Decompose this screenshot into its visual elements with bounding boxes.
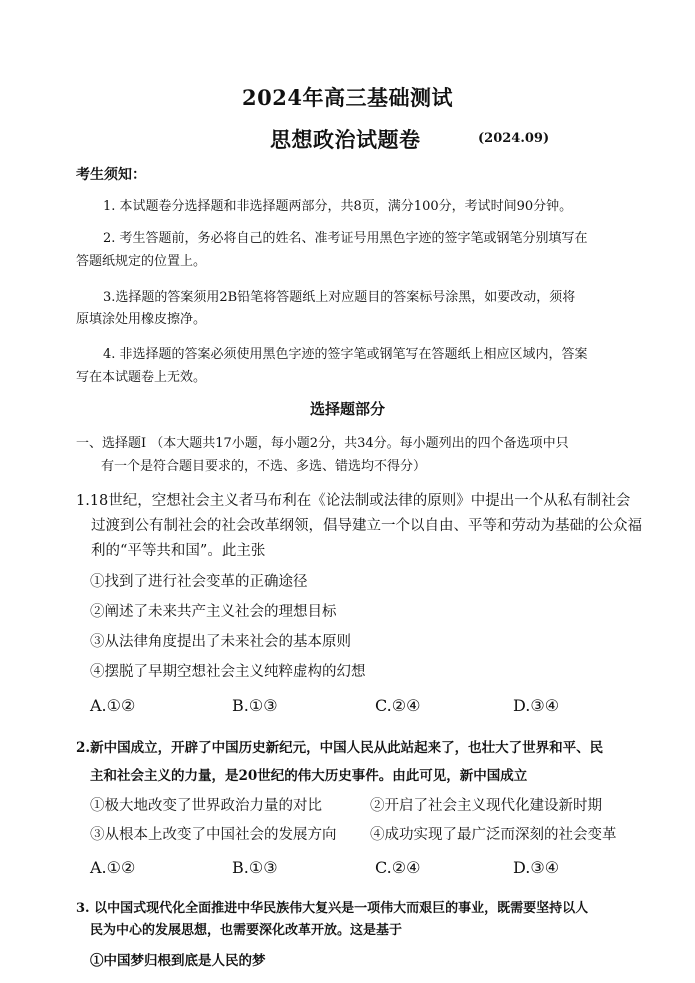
q2-option-c: C.②④ (375, 858, 421, 877)
q1-item-1: ①找到了进行社会变革的正确途径 (90, 574, 308, 590)
section-instructions-line-2: 有一个是符合题目要求的，不选、多选、错选均不得分） (101, 459, 427, 474)
q2-item-3: ③从根本上改变了中国社会的发展方向 (90, 827, 337, 843)
q1-item-3: ③从法律角度提出了未来社会的基本原则 (90, 634, 351, 650)
q1-stem-line-1: 1.18世纪，空想社会主义者马布利在《论法制或法律的原则》中提出一个从私有制社会 (76, 493, 631, 509)
q1-option-a: A.①② (90, 696, 136, 715)
section-title: 选择题部分 (309, 400, 385, 418)
q1-stem-line-3: 利的“平等共和国”。此主张 (91, 543, 266, 559)
q2-option-b: B.①③ (232, 858, 278, 877)
notice-item-4-line-1: 4. 非选择题的答案必须使用黑色字迹的签字笔或钢笔写在答题纸上相应区域内，答案 (103, 347, 588, 362)
q3-stem-line-1: 3. 以中国式现代化全面推进中华民族伟大复兴是一项伟大而艰巨的事业，既需要坚持以人 (76, 901, 589, 916)
q1-item-2: ②阐述了未来共产主义社会的理想目标 (90, 604, 337, 620)
q2-item-1: ①极大地改变了世界政治力量的对比 (90, 798, 322, 814)
exam-subject-title: 思想政治试题卷 (270, 127, 421, 152)
q1-stem-line-2: 过渡到公有制社会的社会改革纲领，倡导建立一个以自由、平等和劳动为基础的公众福 (91, 518, 642, 534)
q2-item-4: ④成功实现了最广泛而深刻的社会变革 (370, 827, 617, 843)
q2-option-d: D.③④ (513, 858, 560, 877)
q1-item-4: ④摆脱了早期空想社会主义纯粹虚构的幻想 (90, 664, 366, 680)
q3-stem-line-2: 民为中心的发展思想，也需要深化改革开放。这是基于 (90, 923, 403, 938)
notice-item-4-line-2: 写在本试题卷上无效。 (76, 370, 207, 385)
notice-item-2-line-2: 答题纸规定的位置上。 (76, 254, 207, 269)
exam-date: (2024.09) (478, 131, 550, 146)
notice-item-3-line-1: 3.选择题的答案须用2B铅笔将答题纸上对应题目的答案标号涂黑，如要改动，须将 (103, 290, 576, 305)
notice-item-3-line-2: 原填涂处用橡皮擦净。 (76, 312, 207, 327)
section-instructions-line-1: 一、选择题Ⅰ （本大题共17小题，每小题2分，共34分。每小题列出的四个备选项中只 (76, 436, 569, 451)
q2-stem-line-1: 2.新中国成立，开辟了中国历史新纪元，中国人民从此站起来了，也壮大了世界和平、民 (76, 740, 604, 756)
exam-title: 2024年高三基础测试 (242, 85, 453, 110)
q2-item-2: ②开启了社会主义现代化建设新时期 (370, 798, 602, 814)
q2-option-a: A.①② (90, 858, 136, 877)
q1-option-c: C.②④ (375, 696, 421, 715)
q1-option-b: B.①③ (232, 696, 278, 715)
q2-stem-line-2: 主和社会主义的力量，是20世纪的伟大历史事件。由此可见，新中国成立 (90, 768, 528, 784)
notice-item-2-line-1: 2. 考生答题前，务必将自己的姓名、准考证号用黑色字迹的签字笔或钢笔分别填写在 (103, 231, 588, 246)
q1-option-d: D.③④ (513, 696, 560, 715)
notice-item-1: 1. 本试题卷分选择题和非选择题两部分，共8页，满分100分，考试时间90分钟。 (103, 199, 573, 214)
notice-heading: 考生须知： (76, 167, 146, 183)
q3-item-1: ①中国梦归根到底是人民的梦 (90, 953, 266, 969)
